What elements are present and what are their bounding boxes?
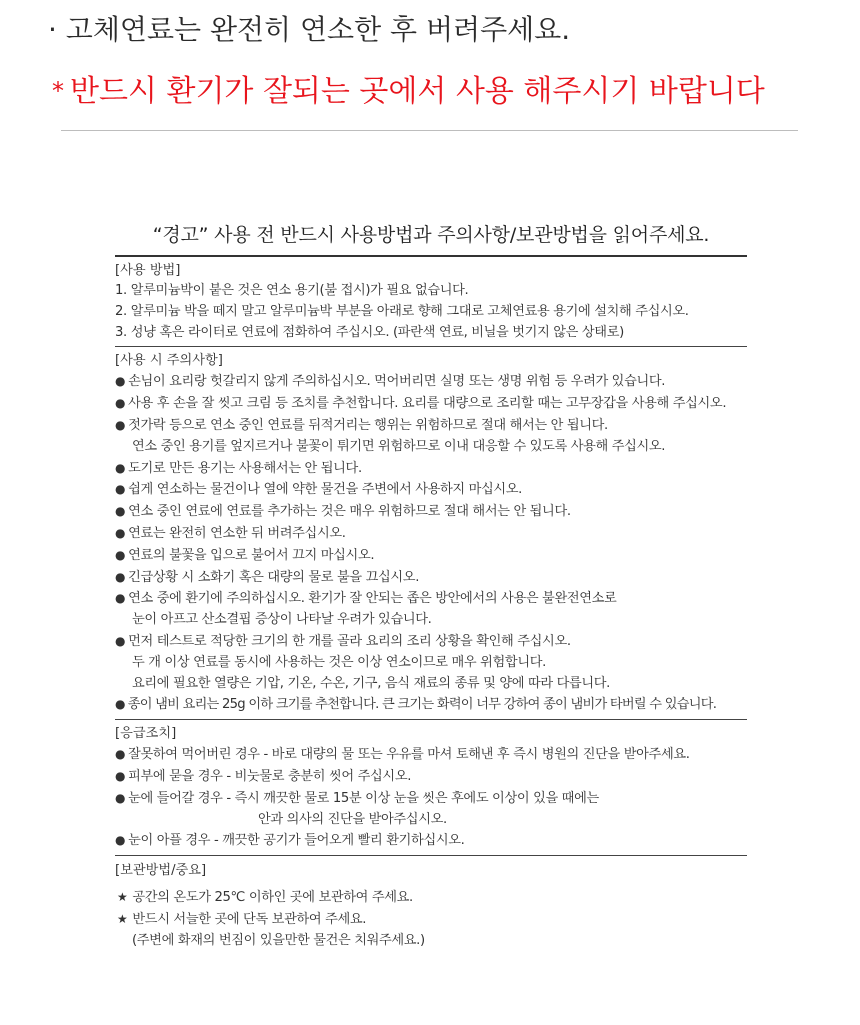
- caution-item: ● 사용 후 손을 잘 씻고 크림 등 조치를 추천합니다. 요리를 대량으로 조리할 때는 고무장갑을 사용해 주십시오.: [115, 393, 747, 415]
- warning-title: “경고” 사용 전 반드시 사용방법과 주의사항/보관방법을 읽어주세요.: [115, 220, 747, 257]
- caution-heading: [사용 시 주의사항]: [115, 353, 223, 369]
- notice-line-1: · 고체연료는 완전히 연소한 후 버려주세요.: [48, 13, 571, 46]
- caution-item: ● 젓가락 등으로 연소 중인 연료를 뒤적거리는 행위는 위험하므로 절대 해서는 안 됩니다.: [115, 415, 747, 437]
- caution-item-continued: 눈이 아프고 산소결핍 증상이 나타날 우려가 있습니다.: [132, 612, 432, 628]
- warning-panel: [115, 220, 747, 955]
- storage-item: ★ 반드시 서늘한 곳에 단독 보관하여 주세요.: [115, 909, 747, 931]
- divider: [61, 130, 798, 131]
- asterisk-mark: *: [52, 77, 64, 105]
- notice-line-2-text: 반드시 환기가 잘되는 곳에서 사용 해주시기 바랍니다: [70, 74, 765, 109]
- caution-item: ● 연소 중인 연료에 연료를 추가하는 것은 매우 위험하므로 절대 해서는 안 됩니다.: [115, 501, 747, 523]
- usage-heading: [사용 방법]: [115, 263, 181, 278]
- emergency-item: ● 눈에 들어갈 경우 - 즉시 깨끗한 물로 15분 이상 눈을 씻은 후에도 이상이 있을 때에는: [115, 788, 747, 810]
- usage-line: 1. 알루미늄박이 붙은 것은 연소 용기(불 접시)가 필요 없습니다.: [115, 283, 469, 298]
- notice-line-2: [52, 66, 765, 110]
- caution-item: ● 연료는 완전히 연소한 뒤 버려주십시오.: [115, 523, 747, 545]
- caution-item: ● 연료의 불꽃을 입으로 불어서 끄지 마십시오.: [115, 545, 747, 567]
- caution-item: ● 손님이 요리랑 헛갈리지 않게 주의하십시오. 먹어버리면 실명 또는 생명 위험 등 우려가 있습니다.: [115, 371, 747, 393]
- emergency-heading: [응급조치]: [115, 726, 177, 742]
- usage-line: 2. 알루미늄 박을 떼지 말고 알루미늄박 부분을 아래로 향해 그대로 고체연료용 용기에 설치해 주십시오.: [115, 303, 689, 319]
- caution-item: ● 먼저 테스트로 적당한 크기의 한 개를 골라 요리의 조리 상황을 확인해 주십시오.: [115, 631, 747, 653]
- storage-item: ★ 공간의 온도가 25℃ 이하인 곳에 보관하여 주세요.: [115, 887, 747, 909]
- caution-section: [115, 347, 747, 720]
- emergency-item: ● 눈이 아플 경우 - 깨끗한 공기가 들어오게 빨리 환기하십시오.: [115, 830, 747, 852]
- emergency-item: ● 잘못하여 먹어버린 경우 - 바로 대량의 물 또는 우유를 마셔 토해낸 후 즉시 병원의 진단을 받아주세요.: [115, 744, 747, 766]
- caution-item-continued: 연소 중인 용기를 엎지르거나 불꽃이 튀기면 위험하므로 이내 대응할 수 있도록 사용해 주십시오.: [132, 438, 666, 454]
- emergency-item: ● 피부에 묻을 경우 - 비눗물로 충분히 씻어 주십시오.: [115, 766, 747, 788]
- usage-line: 3. 성냥 혹은 라이터로 연료에 점화하여 주십시오. (파란색 연료, 비닐을 벗기지 않은 상태로): [115, 324, 624, 340]
- caution-item: ● 연소 중에 환기에 주의하십시오. 환기가 잘 안되는 좁은 방안에서의 사용은 불완전연소로: [115, 588, 747, 610]
- storage-heading: [보관방법/중요]: [115, 863, 207, 879]
- caution-item: ● 종이 냄비 요리는 25g 이하 크기를 추천합니다. 큰 크기는 화력이 너무 강하여 종이 냄비가 타버릴 수 있습니다.: [115, 694, 747, 716]
- storage-item-continued: (주변에 화재의 번짐이 있을만한 물건은 치워주세요.): [132, 932, 425, 948]
- caution-item: ● 긴급상황 시 소화기 혹은 대량의 물로 불을 끄십시오.: [115, 567, 747, 589]
- emergency-section: [115, 720, 747, 856]
- emergency-item-continued: 안과 의사의 진단을 받아주십시오.: [258, 811, 447, 827]
- usage-section: [115, 257, 747, 347]
- storage-section: [115, 856, 747, 954]
- caution-item-continued: 두 개 이상 연료를 동시에 사용하는 것은 이상 연소이므로 매우 위험합니다.: [132, 654, 546, 670]
- caution-item: ● 쉽게 연소하는 물건이나 열에 약한 물건을 주변에서 사용하지 마십시오.: [115, 479, 747, 501]
- caution-item-continued: 요리에 필요한 열량은 기압, 기온, 수온, 기구, 음식 재료의 종류 및 양에 따라 다릅니다.: [132, 675, 610, 691]
- caution-item: ● 도기로 만든 용기는 사용해서는 안 됩니다.: [115, 458, 747, 480]
